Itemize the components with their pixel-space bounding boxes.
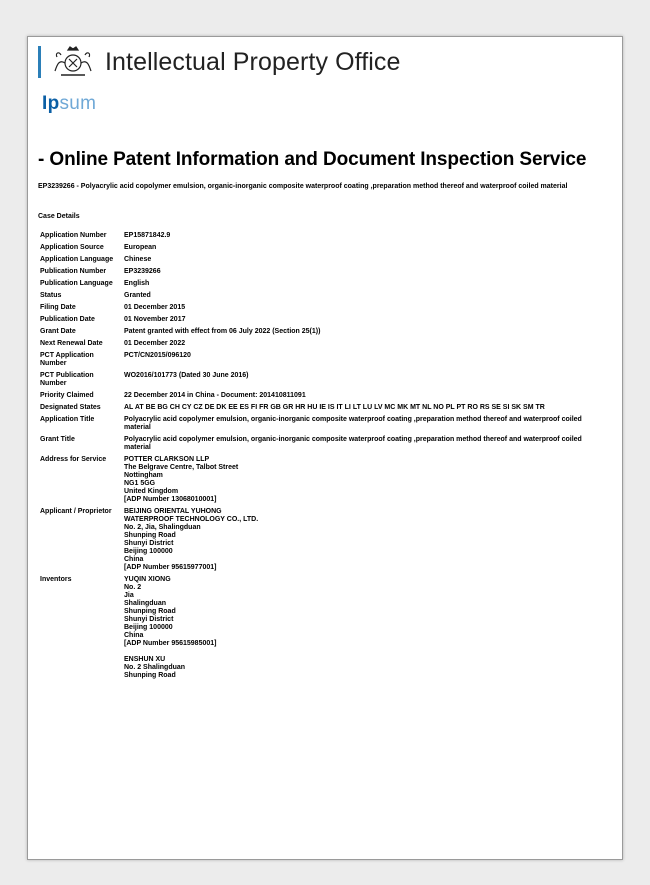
detail-value-line: YUQIN XIONG [124, 576, 171, 583]
detail-value-line: Nottingham [124, 472, 163, 479]
ipsum-logo-rest: sum [59, 93, 97, 114]
royal-crest-icon [51, 45, 95, 79]
ipsum-logo-bold: Ip [42, 93, 60, 114]
detail-row [40, 352, 610, 372]
detail-value [124, 352, 610, 372]
header-accent-bar [38, 46, 41, 78]
detail-label: Priority Claimed [40, 392, 94, 399]
detail-value-line: EP15871842.9 [124, 232, 171, 239]
detail-label: PCT Application Number [40, 352, 94, 367]
detail-value [124, 456, 610, 508]
detail-label: Application Title [40, 416, 95, 423]
detail-label: Status [40, 292, 62, 299]
detail-value-line: Polyacrylic acid copolymer emulsion, organic-inorganic composite waterproof coating ,preparation method thereof and waterproof coiled material [124, 416, 582, 431]
case-details-table [40, 232, 610, 684]
detail-value-line: Patent granted with effect from 06 July 2022 (Section 25(1)) [124, 328, 321, 335]
case-details-label: Case Details [38, 213, 80, 220]
detail-row [40, 404, 610, 416]
detail-label: Publication Language [40, 280, 113, 287]
detail-label: Application Language [40, 256, 114, 263]
detail-value [124, 328, 610, 340]
detail-value-line: 01 December 2022 [124, 340, 186, 347]
detail-label: Application Source [40, 244, 104, 251]
detail-row [40, 268, 610, 280]
detail-row [40, 304, 610, 316]
detail-value-line: Shunping Road [124, 672, 176, 679]
detail-value-line: No. 2, Jia, Shalingduan [124, 524, 201, 531]
detail-value-line: PCT/CN2015/096120 [124, 352, 191, 359]
org-name: Intellectual Property Office [105, 47, 401, 76]
detail-value [124, 576, 610, 684]
detail-value-line: 01 November 2017 [124, 316, 186, 323]
detail-value-line: 22 December 2014 in China - Document: 201410811091 [124, 392, 306, 399]
page-title: - Online Patent Information and Document Inspection Service [38, 149, 587, 170]
detail-row [40, 328, 610, 340]
detail-value-line: Shunping Road [124, 532, 176, 539]
detail-row [40, 340, 610, 352]
detail-label: Next Renewal Date [40, 340, 103, 347]
detail-value-line: No. 2 [124, 584, 142, 591]
detail-value [124, 436, 610, 456]
detail-row [40, 456, 610, 508]
ipo-header [38, 43, 401, 81]
detail-value-line: Chinese [124, 256, 152, 263]
detail-row [40, 416, 610, 436]
detail-value [124, 392, 610, 404]
detail-value [124, 256, 610, 268]
detail-row [40, 392, 610, 404]
detail-value-line: EP3239266 [124, 268, 161, 275]
detail-value [124, 404, 610, 416]
detail-value [124, 340, 610, 352]
detail-value-line: WO2016/101773 (Dated 30 June 2016) [124, 372, 249, 379]
detail-value [124, 508, 610, 576]
detail-label: Address for Service [40, 456, 107, 463]
detail-label: Grant Date [40, 328, 76, 335]
detail-value-line: Shunyi District [124, 616, 174, 623]
detail-row [40, 436, 610, 456]
detail-value-line: POTTER CLARKSON LLP [124, 456, 210, 463]
detail-value-line: United Kingdom [124, 488, 179, 495]
detail-value-line: ENSHUN XU [124, 656, 166, 663]
detail-value-line: No. 2 Shalingduan [124, 664, 186, 671]
detail-value [124, 280, 610, 292]
detail-value-line [124, 648, 610, 656]
detail-value [124, 316, 610, 328]
detail-value-line: BEIJING ORIENTAL YUHONG [124, 508, 222, 515]
detail-value-line: NG1 5GG [124, 480, 156, 487]
detail-value-line: China [124, 632, 144, 639]
detail-value-line: English [124, 280, 150, 287]
detail-value-line: Shalingduan [124, 600, 166, 607]
detail-row [40, 316, 610, 328]
detail-value-line: Shunyi District [124, 540, 174, 547]
detail-value-line: Shunping Road [124, 608, 176, 615]
detail-label: Inventors [40, 576, 72, 583]
detail-label: Applicant / Proprietor [40, 508, 112, 515]
detail-row [40, 292, 610, 304]
detail-label: Grant Title [40, 436, 75, 443]
detail-value-line: [ADP Number 95615985001] [124, 640, 217, 647]
detail-value-line: China [124, 556, 144, 563]
detail-value-line: WATERPROOF TECHNOLOGY CO., LTD. [124, 516, 259, 523]
detail-value-line: Beijing 100000 [124, 624, 173, 631]
detail-value [124, 244, 610, 256]
ipsum-logo [42, 93, 96, 115]
detail-label: PCT Publication Number [40, 372, 94, 387]
detail-label: Filing Date [40, 304, 76, 311]
detail-label: Publication Date [40, 316, 95, 323]
detail-value [124, 232, 610, 244]
detail-value-line: AL AT BE BG CH CY CZ DE DK EE ES FI FR GB GR HR HU IE IS IT LI LT LU LV MC MK MT NL NO PL PT RO RS SE SI SK SM TR [124, 404, 545, 411]
detail-label: Application Number [40, 232, 107, 239]
detail-row [40, 576, 610, 684]
detail-value [124, 416, 610, 436]
document-page [27, 36, 623, 860]
detail-row [40, 256, 610, 268]
detail-value-line: [ADP Number 13068010001] [124, 496, 217, 503]
detail-value-line: Jia [124, 592, 134, 599]
detail-row [40, 232, 610, 244]
detail-value [124, 304, 610, 316]
detail-value-line: Granted [124, 292, 151, 299]
detail-value [124, 268, 610, 280]
detail-row [40, 508, 610, 576]
detail-value-line: 01 December 2015 [124, 304, 186, 311]
detail-value-line: [ADP Number 95615977001] [124, 564, 217, 571]
case-heading: EP3239266 - Polyacrylic acid copolymer emulsion, organic-inorganic composite waterproof coating ,preparation method thereof and waterproof coiled material [38, 183, 568, 190]
detail-value-line: Beijing 100000 [124, 548, 173, 555]
detail-value [124, 372, 610, 392]
detail-value [124, 292, 610, 304]
detail-row [40, 244, 610, 256]
detail-value-line: The Belgrave Centre, Talbot Street [124, 464, 239, 471]
detail-row [40, 372, 610, 392]
detail-label: Designated States [40, 404, 101, 411]
detail-row [40, 280, 610, 292]
detail-value-line: Polyacrylic acid copolymer emulsion, organic-inorganic composite waterproof coating ,preparation method thereof and waterproof coiled material [124, 436, 582, 451]
detail-label: Publication Number [40, 268, 107, 275]
detail-value-line: European [124, 244, 157, 251]
